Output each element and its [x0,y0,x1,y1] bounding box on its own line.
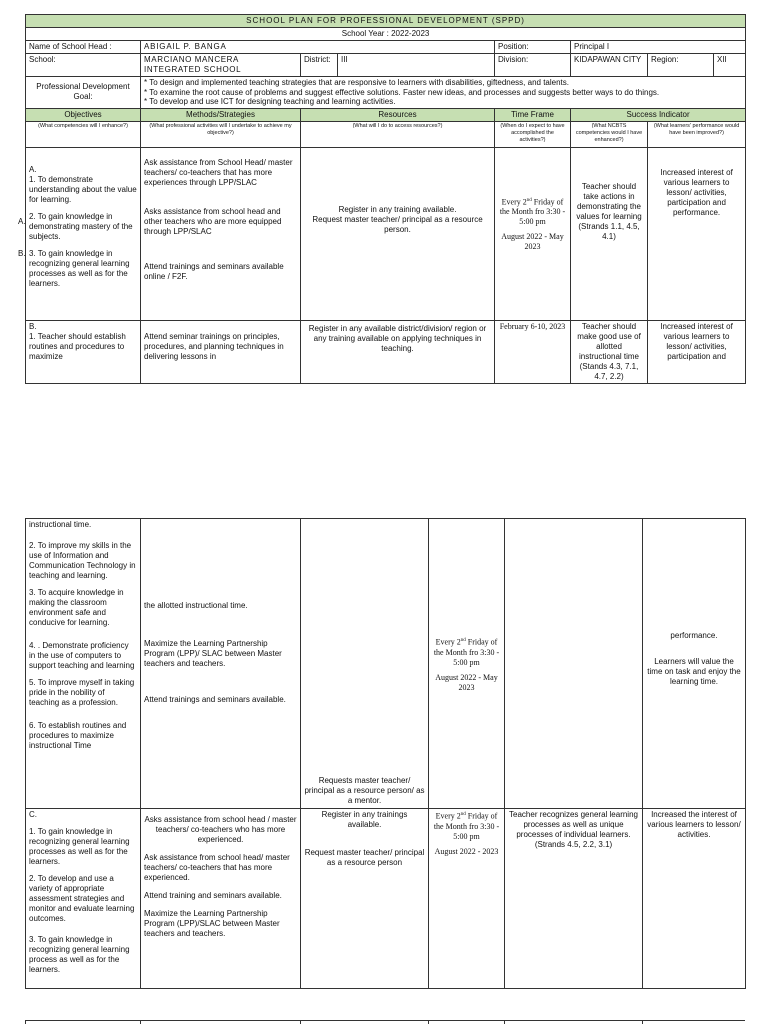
section-b-timeframe-cont [429,519,505,809]
section-a-success-a: Teacher should take actions in demonstrating the values for learning (Strands 1.1, 4.5, 4.1) [571,147,648,320]
col-resources: Resources [301,108,495,121]
section-b-resources-cont [301,519,429,809]
section-c-objectives [26,809,141,989]
section-b-row [26,320,746,383]
school-row [26,54,746,77]
resource-item: Requests master teacher/ principal as a resource person/ as a mentor. [304,776,425,805]
head-row [26,41,746,54]
time-period: August 2022 - May 2023 [435,672,498,692]
objective-item: 3. To acquire knowledge in making the classroom environment safe and conducive for learning. [29,588,124,627]
page-1 [18,14,745,384]
school-year: School Year : 2022-2023 [26,28,746,41]
method-item: Maximize the Learning Partnership Program (LPP)/ SLAC between Master teachers and teachers. [144,639,282,668]
school-value: MARCIANO MANCERA INTEGRATED SCHOOL [141,54,301,77]
objective-item: 3. To gain knowledge in recognizing general learning process as well as for the learners. [29,935,130,974]
section-a-resources: Register in any training available. Request master teacher/ principal as a resource person. [301,147,495,320]
objective-item: 2. To develop and use a variety of appropriate assessment strategies and monitor and evaluate learning outcomes. [29,874,135,923]
col-time: Time Frame [495,108,571,121]
objective-item: 4. . Demonstrate proficiency in the use of computers to support teaching and learning [29,641,135,670]
section-a-objectives [18,147,141,320]
section-b-resources: Register in any available district/division/ region or any training available on applying techniques in teaching. [301,320,495,383]
method-item: Attend training and seminars available. [144,891,282,900]
head-label: Name of School Head : [26,41,141,54]
time-schedule: Every 2nd Friday of the Month fro 3:30 - 5:00 pm [433,637,500,667]
time-period: August 2022 - May 2023 [501,232,564,252]
section-b-methods: Attend seminar trainings on principles, procedures, and planning techniques in delivering lessons in [141,320,301,383]
section-b-success-a-cont [505,519,643,809]
method-item: Asks assistance from school head / master teachers/ co-teachers who has more experienced. [144,815,297,844]
col-success: Success Indicator [571,108,746,121]
section-b-objectives-cont [26,519,141,809]
goal-list [141,77,746,109]
section-c-methods [141,809,301,989]
objective-item: 3. To gain knowledge in recognizing general learning processes as well as for the learners. [29,248,130,288]
section-letter: B. [29,321,37,331]
page-3-top-edge [25,1020,745,1024]
method-item: Ask assistance from School Head/ master teachers/ co-teachers that has more experiences through LPP/SLAC [144,157,293,187]
sppd-table-page-1 [18,14,746,384]
col-objectives: Objectives [26,108,141,121]
section-letter: C. [29,810,37,819]
page-2 [25,518,745,989]
section-b-success-b-cont [643,519,746,809]
margin-marker: B. [18,248,26,258]
section-b-objectives [26,320,141,383]
section-a-timeframe [495,147,571,320]
method-item: Attend trainings and seminars available. [144,695,286,704]
objective-item: 1. Teacher should establish routines and procedures to maximize [29,331,126,361]
column-question-row [26,121,746,147]
margin-marker: A. [18,216,26,226]
section-a-success-b: Increased interest of various learners to lesson/ activities, participation and performance. [648,147,746,320]
q-methods: (What professional activities will I undertake to achieve my objective?) [141,121,301,147]
section-b-timeframe: February 6-10, 2023 [495,320,571,383]
school-year-row [26,28,746,41]
section-b-continued-row [26,519,746,809]
method-item: Ask assistance from school head/ master teachers/ co-teachers that has more experienced. [144,853,290,882]
goal-item: * To develop and use ICT for designing teaching and learning activities. [144,97,396,106]
resource-item: Register in any trainings available. [321,810,408,829]
section-a-methods [141,147,301,320]
method-item: the allotted instructional time. [144,601,248,610]
section-letter: A. [29,164,37,174]
goal-label: Professional Development Goal: [26,77,141,109]
region-value: XII [714,54,746,77]
success-item: performance. [670,631,718,640]
section-c-success-a: Teacher recognizes general learning processes as well as unique processes of individual learners. (Strands 4.5, 2.2, 3.1) [505,809,643,989]
col-methods: Methods/Strategies [141,108,301,121]
section-a-row [26,147,746,320]
method-item: Attend trainings and seminars available online / F2F. [144,261,284,281]
objective-item: 6. To establish routines and procedures to maximize instructional Time [29,721,127,750]
q-objectives: (What competencies will I enhance?) [26,121,141,147]
district-value: III [338,54,495,77]
goal-row [26,77,746,109]
sppd-table-page-2 [25,518,746,989]
success-item: Learners will value the time on task and enjoy the learning time. [647,657,741,686]
q-resources: (What will I do to access resources?) [301,121,495,147]
section-b-success-a: Teacher should make good use of allotted instructional time (Stands 4.3, 7.1, 4.7, 2.2) [571,320,648,383]
section-c-resources [301,809,429,989]
q-success-a: (What NCBTS competencies would I have enhanced?) [571,121,648,147]
q-success-b: (What learners' performance would have been improved?) [648,121,746,147]
objective-item: 1. To gain knowledge in recognizing general learning processes as well as for the learners. [29,827,130,866]
title-row [26,15,746,28]
section-c-timeframe [429,809,505,989]
objective-item: 5. To improve myself in taking pride in the nobility of teaching as a profession. [29,678,135,707]
method-item: Maximize the Learning Partnership Program (LPP)/SLAC between Master teachers and teachers. [144,909,280,938]
region-label: Region: [648,54,714,77]
section-b-success-b: Increased interest of various learners to lesson/ activities, participation and [648,320,746,383]
school-label: School: [26,54,141,77]
column-header-row [26,108,746,121]
resource-item: Request master teacher/ principal as a resource person [304,848,425,867]
objective-item: 2. To improve my skills in the use of Information and Communication Technology in teaching and learning. [29,541,136,580]
sppd-table-page-3 [25,1020,745,1024]
document-title: SCHOOL PLAN FOR PROFESSIONAL DEVELOPMENT (SPPD) [26,15,746,28]
method-item: Asks assistance from school head and other teachers who are more equipped through LPP/SLAC [144,206,282,236]
objective-item: instructional time. [29,520,92,529]
position-label: Position: [495,41,571,54]
goal-item: * To design and implemented teaching strategies that are responsive to learners with disabilities, giftedness, and talents. [144,78,569,87]
head-value: ABIGAIL P. BANGA [141,41,495,54]
time-schedule: Every 2nd Friday of the Month fro 3:30 - 5:00 pm [499,197,566,227]
division-label: Division: [495,54,571,77]
time-schedule: Every 2nd Friday of the Month fro 3:30 - 5:00 pm [433,811,500,841]
division-value: KIDAPAWAN CITY [571,54,648,77]
time-period: August 2022 - 2023 [434,846,499,856]
section-c-success-b: Increased the interest of various learners to lesson/ activities. [643,809,746,989]
section-b-methods-cont [141,519,301,809]
goal-item: * To examine the root cause of problems and suggest effective solutions. Faster new ideas, and processes and suggests better ways to do things. [144,87,660,97]
objective-item: 2. To gain knowledge in demonstrating mastery of the subjects. [29,211,133,241]
position-value: Principal I [571,41,746,54]
table-row [26,1021,746,1024]
district-label: District: [301,54,338,77]
objective-item: 1. To demonstrate understanding about the value for learning. [29,174,137,204]
q-time: (When do I expect to have accomplished the activities?) [495,121,571,147]
section-c-row [26,809,746,989]
